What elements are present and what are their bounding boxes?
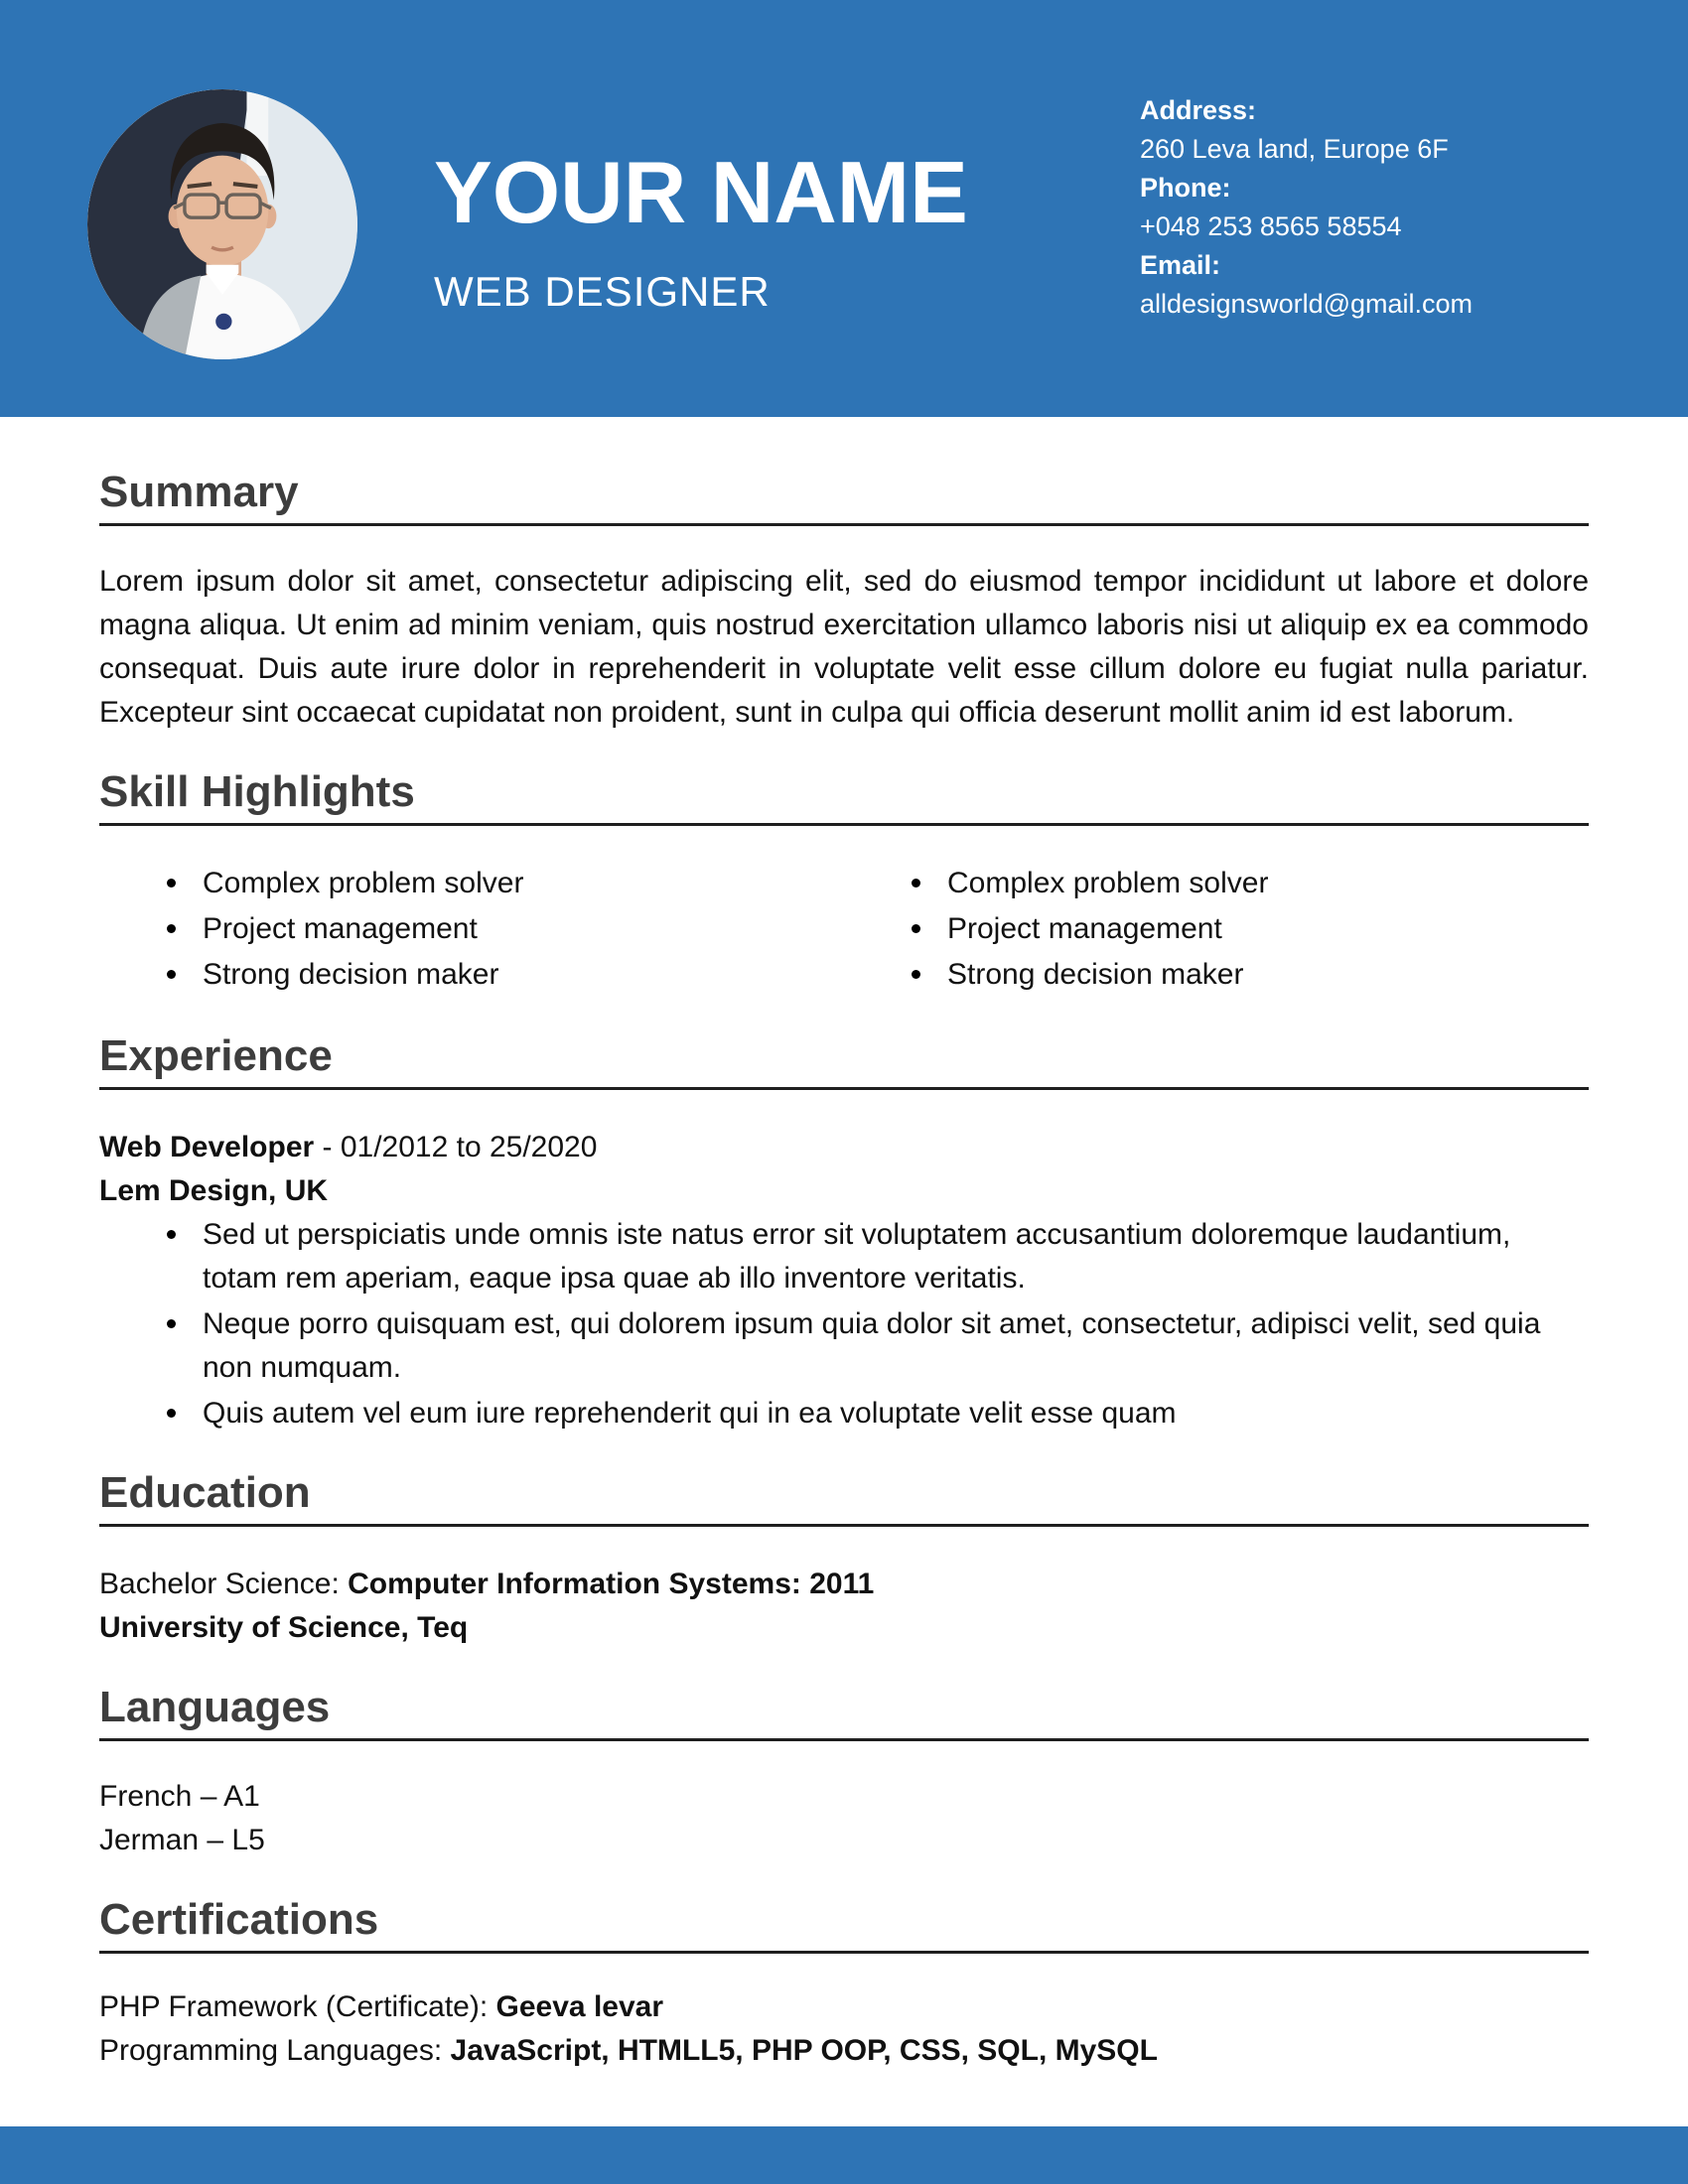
skill-item: Complex problem solver <box>159 862 844 905</box>
company-line: Lem Design, UK <box>99 1174 329 1207</box>
contact-block <box>1140 91 1473 324</box>
section-divider <box>99 1524 1589 1527</box>
experience-heading: Experience <box>99 1031 333 1080</box>
email-value: alldesignsworld@gmail.com <box>1140 289 1474 319</box>
profile-photo <box>87 89 357 359</box>
school-line: University of Science, Teq <box>99 1611 469 1644</box>
skill-item: Strong decision maker <box>159 953 844 997</box>
education-heading: Education <box>99 1468 311 1517</box>
certificate-line <box>99 1985 1589 2029</box>
language-item: Jerman – L5 <box>99 1824 265 1856</box>
skill-item: Project management <box>159 907 844 951</box>
identity-block <box>434 143 968 316</box>
experience-bullet: Sed ut perspiciatis unde omnis iste natus error sit voluptatem accusantium doloremque laudantium, totam rem aperiam, eaque ipsa quae ab illo inventore veritatis. <box>159 1213 1589 1300</box>
degree-name: Computer Information Systems: 2011 <box>348 1568 875 1600</box>
experience-bullet: Quis autem vel eum iure reprehenderit qui in ea voluptate velit esse quam <box>159 1392 1589 1435</box>
phone-value: +048 253 8565 58554 <box>1140 211 1402 241</box>
job-title-line <box>99 1126 1589 1169</box>
address-value: 260 Leva land, Europe 6F <box>1140 134 1449 164</box>
summary-paragraph: Lorem ipsum dolor sit amet, consectetur adipiscing elit, sed do eiusmod tempor incididunt ut labore et dolore magna aliqua. Ut enim ad minim veniam, quis nostrud exercitation ullamco laboris nisi ut aliquip ex ea commodo consequat. Duis aute irure dolor in reprehenderit in voluptate velit esse cillum dolore eu fugiat nulla pariatur. Excepteur sint occaecat cupidatat non proident, sunt in culpa qui officia deserunt mollit anim id est laborum. <box>99 565 1589 729</box>
section-divider <box>99 1738 1589 1741</box>
address-label: Address: <box>1140 95 1257 125</box>
header-banner <box>0 0 1688 417</box>
degree-prefix: Bachelor Science: <box>99 1568 349 1600</box>
section-divider <box>99 1951 1589 1954</box>
section-divider <box>99 1087 1589 1090</box>
language-item: French – A1 <box>99 1780 260 1813</box>
job-dates: - 01/2012 to 25/2020 <box>314 1131 598 1163</box>
skills-columns <box>99 862 1589 999</box>
degree-line <box>99 1563 1589 1606</box>
section-languages <box>99 1680 1589 1862</box>
job-title: Web Developer <box>99 1131 315 1163</box>
resume-body <box>0 465 1688 2073</box>
job-role: WEB DESIGNER <box>434 268 771 315</box>
skill-item: Complex problem solver <box>904 862 1589 905</box>
certifications-heading: Certifications <box>99 1895 379 1944</box>
programming-languages-line <box>99 2029 1589 2073</box>
phone-label: Phone: <box>1140 173 1231 203</box>
section-divider <box>99 523 1589 526</box>
section-skills <box>99 764 1589 999</box>
certificate-prefix: PHP Framework (Certificate): <box>99 1990 496 2023</box>
languages-list <box>99 1775 1589 1862</box>
languages-heading: Languages <box>99 1683 331 1731</box>
skill-item: Strong decision maker <box>904 953 1589 997</box>
person-avatar-icon <box>87 89 357 359</box>
skills-column-left <box>99 862 844 999</box>
programming-prefix: Programming Languages: <box>99 2034 451 2067</box>
summary-heading: Summary <box>99 468 299 516</box>
certifications-list <box>99 1985 1589 2073</box>
section-certifications <box>99 1892 1589 2073</box>
certificate-name: Geeva levar <box>495 1990 664 2023</box>
email-label: Email: <box>1140 250 1221 280</box>
footer-bar <box>0 2126 1688 2184</box>
section-education <box>99 1465 1589 1650</box>
skills-column-right <box>844 862 1589 999</box>
section-experience <box>99 1028 1589 1435</box>
programming-list: JavaScript, HTMLL5, PHP OOP, CSS, SQL, MySQL <box>450 2034 1158 2067</box>
experience-bullet: Neque porro quisquam est, qui dolorem ipsum quia dolor sit amet, consectetur, adipisci velit, sed quia non numquam. <box>159 1302 1589 1390</box>
person-name: YOUR NAME <box>434 143 968 241</box>
skills-heading: Skill Highlights <box>99 767 415 816</box>
experience-bullets <box>99 1213 1589 1435</box>
section-divider <box>99 823 1589 826</box>
section-summary <box>99 465 1589 735</box>
skill-item: Project management <box>904 907 1589 951</box>
